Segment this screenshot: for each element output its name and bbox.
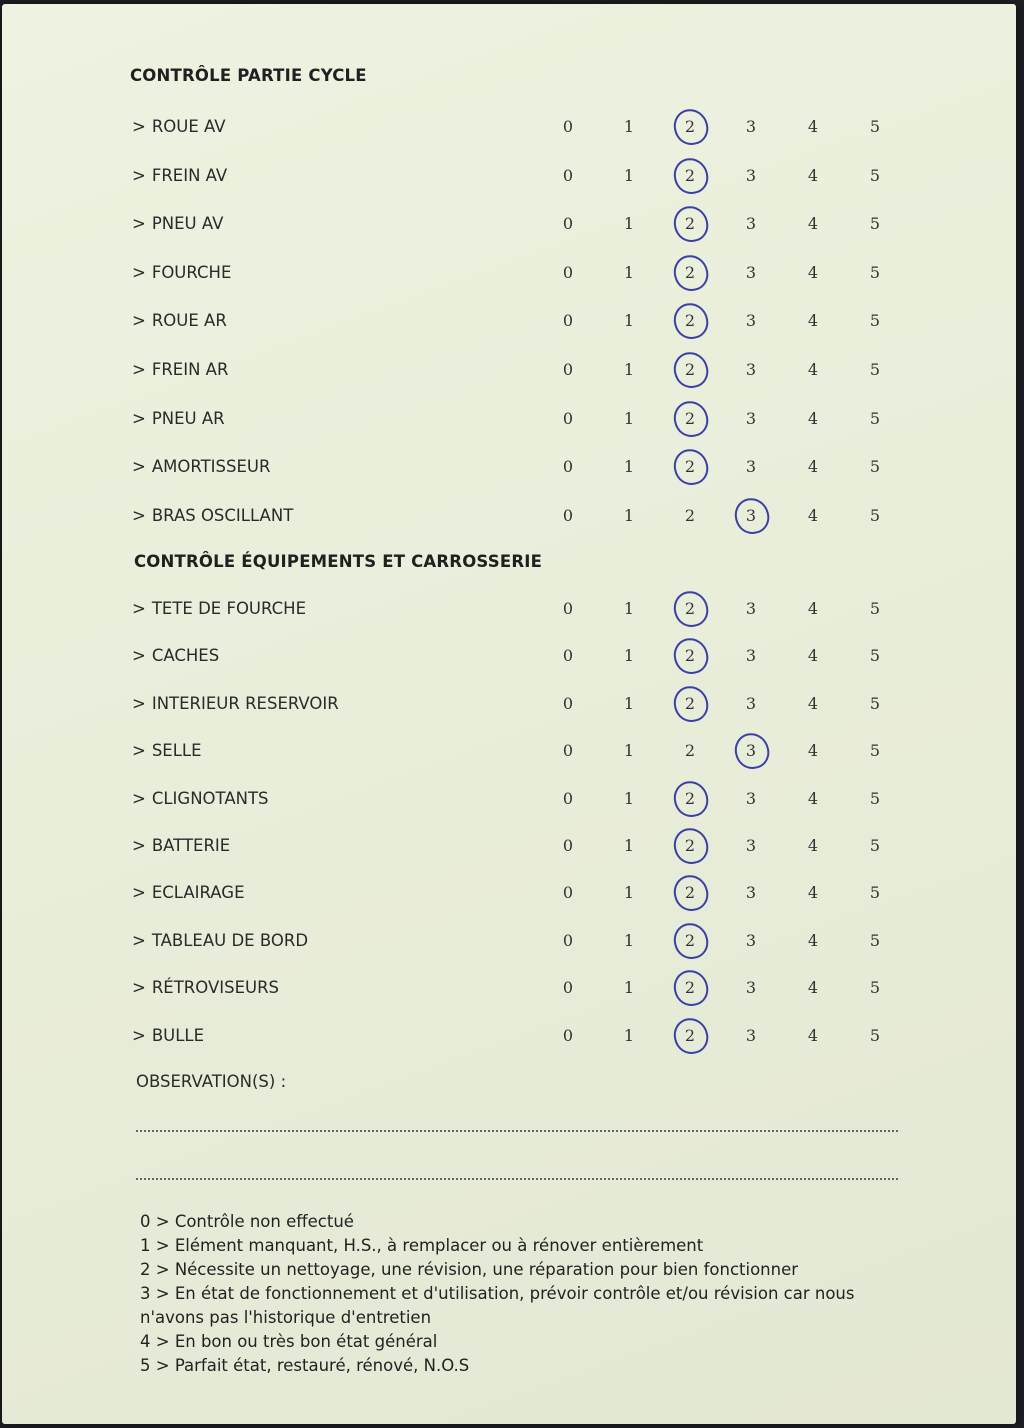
score-option[interactable]: 4 bbox=[807, 505, 819, 525]
score-option[interactable]: 4 bbox=[807, 457, 819, 477]
score-option[interactable]: 1 bbox=[623, 165, 635, 185]
score-option[interactable]: 0 bbox=[562, 883, 574, 903]
row-arrow: > bbox=[132, 693, 146, 713]
score-option-selected[interactable]: 2 bbox=[670, 883, 710, 902]
legend-item-4: 4 > En bon ou très bon état général bbox=[140, 1332, 438, 1351]
score-option[interactable]: 5 bbox=[869, 646, 881, 666]
row-arrow: > bbox=[132, 262, 146, 282]
score-option[interactable]: 1 bbox=[623, 457, 635, 477]
row-label-text: RÉTROVISEURS bbox=[151, 978, 280, 998]
checklist-row bbox=[2, 880, 1016, 910]
score-option[interactable]: 4 bbox=[807, 1025, 819, 1045]
row-label-text: CACHES bbox=[151, 646, 220, 666]
row-arrow: > bbox=[132, 836, 146, 855]
score-option-selected[interactable]: 2 bbox=[670, 789, 710, 808]
score-option[interactable]: 4 bbox=[807, 360, 819, 379]
score-option[interactable]: 0 bbox=[562, 599, 574, 618]
checklist-row bbox=[2, 163, 1016, 193]
score-option[interactable]: 5 bbox=[869, 408, 881, 428]
checklist-row bbox=[2, 928, 1016, 958]
checklist-row bbox=[2, 975, 1016, 1005]
score-option[interactable]: 4 bbox=[807, 883, 819, 903]
score-option[interactable]: 3 bbox=[745, 1025, 757, 1045]
score-option[interactable]: 5 bbox=[869, 978, 881, 998]
score-option[interactable]: 5 bbox=[869, 836, 881, 855]
score-option[interactable]: 5 bbox=[869, 693, 881, 713]
legend-item-2: 2 > Nécessite un nettoyage, une révision, une réparation pour bien fonctionner bbox=[140, 1260, 799, 1279]
score-option-selected[interactable]: 2 bbox=[670, 409, 710, 428]
score-option[interactable]: 0 bbox=[562, 262, 574, 282]
score-option[interactable]: 5 bbox=[869, 505, 881, 525]
checklist-row bbox=[2, 406, 1016, 436]
row-label bbox=[132, 166, 227, 185]
score-option[interactable]: 0 bbox=[562, 741, 574, 761]
score-option[interactable]: 0 bbox=[562, 505, 574, 525]
row-label bbox=[132, 883, 245, 902]
score-option-selected[interactable]: 2 bbox=[670, 263, 710, 282]
score-option[interactable]: 3 bbox=[745, 262, 757, 282]
score-option[interactable]: 4 bbox=[807, 117, 819, 136]
score-option[interactable]: 0 bbox=[562, 836, 574, 855]
score-option-selected[interactable]: 2 bbox=[670, 646, 710, 665]
score-option[interactable]: 1 bbox=[623, 883, 635, 903]
row-arrow: > bbox=[132, 930, 146, 950]
score-option[interactable]: 4 bbox=[807, 408, 819, 428]
score-option[interactable]: 3 bbox=[745, 360, 757, 379]
score-option[interactable]: 5 bbox=[869, 165, 881, 185]
checklist-row bbox=[2, 454, 1016, 484]
score-option-selected[interactable]: 2 bbox=[670, 311, 710, 330]
row-label bbox=[132, 741, 202, 760]
score-option[interactable]: 5 bbox=[869, 883, 881, 903]
score-option-selected[interactable]: 3 bbox=[731, 506, 771, 525]
checklist-row bbox=[2, 691, 1016, 721]
score-option[interactable]: 0 bbox=[562, 693, 574, 713]
score-option[interactable]: 4 bbox=[807, 788, 819, 808]
row-label bbox=[132, 599, 306, 618]
score-option[interactable]: 5 bbox=[869, 788, 881, 808]
row-label-text: INTERIEUR RESERVOIR bbox=[151, 693, 339, 713]
score-option[interactable]: 3 bbox=[745, 883, 757, 903]
score-option[interactable]: 3 bbox=[745, 165, 757, 185]
row-label-text: PNEU AR bbox=[151, 408, 225, 428]
score-option[interactable]: 3 bbox=[745, 836, 757, 855]
score-option[interactable]: 0 bbox=[562, 117, 574, 136]
row-arrow: > bbox=[132, 883, 146, 903]
score-option[interactable]: 1 bbox=[623, 262, 635, 282]
row-label bbox=[132, 694, 339, 713]
row-label bbox=[132, 311, 227, 330]
score-option[interactable]: 4 bbox=[807, 165, 819, 185]
score-option[interactable]: 0 bbox=[562, 311, 574, 331]
checklist-row bbox=[2, 738, 1016, 768]
row-label-text: BRAS OSCILLANT bbox=[151, 505, 294, 525]
row-arrow: > bbox=[132, 457, 146, 477]
score-option-selected[interactable]: 2 bbox=[670, 836, 710, 855]
score-option[interactable]: 0 bbox=[562, 978, 574, 998]
score-option[interactable]: 1 bbox=[623, 1025, 635, 1045]
score-option[interactable]: 1 bbox=[623, 360, 635, 379]
checklist-row bbox=[2, 643, 1016, 673]
score-option[interactable]: 1 bbox=[623, 978, 635, 998]
score-option[interactable]: 4 bbox=[807, 978, 819, 998]
score-option[interactable]: 1 bbox=[623, 117, 635, 136]
checklist-row bbox=[2, 260, 1016, 290]
score-option[interactable]: 1 bbox=[623, 836, 635, 855]
checklist-row bbox=[2, 308, 1016, 338]
score-option[interactable]: 5 bbox=[869, 360, 881, 379]
score-option[interactable]: 4 bbox=[807, 599, 819, 618]
score-option[interactable]: 3 bbox=[745, 978, 757, 998]
score-option-selected[interactable]: 2 bbox=[670, 117, 710, 136]
row-arrow: > bbox=[132, 599, 146, 618]
checklist-row bbox=[2, 786, 1016, 816]
row-label bbox=[132, 214, 223, 233]
score-option[interactable]: 3 bbox=[745, 117, 757, 136]
score-option[interactable]: 0 bbox=[562, 214, 574, 234]
row-label-text: AMORTISSEUR bbox=[151, 457, 271, 477]
inspection-sheet bbox=[2, 4, 1016, 1424]
score-option-selected[interactable]: 2 bbox=[670, 457, 710, 476]
score-option[interactable]: 5 bbox=[869, 311, 881, 331]
score-option[interactable]: 1 bbox=[623, 646, 635, 666]
row-label bbox=[132, 836, 230, 855]
score-option[interactable]: 4 bbox=[807, 214, 819, 234]
score-option[interactable]: 5 bbox=[869, 599, 881, 618]
row-label-text: PNEU AV bbox=[151, 214, 224, 234]
score-option-selected[interactable]: 2 bbox=[670, 599, 710, 618]
score-option-selected[interactable]: 2 bbox=[670, 214, 710, 233]
row-label bbox=[132, 978, 279, 997]
score-option[interactable]: 1 bbox=[623, 408, 635, 428]
score-option[interactable]: 5 bbox=[869, 262, 881, 282]
row-arrow: > bbox=[132, 117, 146, 136]
row-label-text: FOURCHE bbox=[151, 262, 232, 282]
score-option[interactable]: 3 bbox=[745, 457, 757, 477]
row-arrow: > bbox=[132, 165, 146, 185]
row-label-text: SELLE bbox=[151, 741, 202, 761]
score-option[interactable]: 2 bbox=[684, 505, 696, 525]
row-arrow: > bbox=[132, 408, 146, 428]
score-option[interactable]: 1 bbox=[623, 311, 635, 331]
legend bbox=[140, 1210, 900, 1378]
score-option[interactable]: 3 bbox=[745, 693, 757, 713]
score-option-selected[interactable]: 2 bbox=[670, 1026, 710, 1045]
row-label-text: TETE DE FOURCHE bbox=[151, 599, 307, 618]
row-label bbox=[132, 1026, 204, 1045]
score-option[interactable]: 0 bbox=[562, 646, 574, 666]
checklist-row bbox=[2, 211, 1016, 241]
score-option[interactable]: 4 bbox=[807, 741, 819, 761]
score-option[interactable]: 4 bbox=[807, 930, 819, 950]
checklist-row bbox=[2, 503, 1016, 533]
row-label-text: ROUE AV bbox=[151, 117, 226, 136]
score-option[interactable]: 0 bbox=[562, 788, 574, 808]
row-arrow: > bbox=[132, 1025, 146, 1045]
score-option-selected[interactable]: 2 bbox=[670, 694, 710, 713]
section-title-cycle: CONTRÔLE PARTIE CYCLE bbox=[130, 66, 367, 85]
score-option-selected[interactable]: 3 bbox=[731, 741, 771, 760]
checklist-row bbox=[2, 114, 1016, 144]
legend-item-5: 5 > Parfait état, restauré, rénové, N.O.S bbox=[140, 1356, 470, 1375]
row-label-text: TABLEAU DE BORD bbox=[151, 930, 309, 950]
score-option[interactable]: 3 bbox=[745, 214, 757, 234]
score-option[interactable]: 3 bbox=[745, 788, 757, 808]
score-option[interactable]: 1 bbox=[623, 214, 635, 234]
score-option[interactable]: 5 bbox=[869, 930, 881, 950]
score-option[interactable]: 1 bbox=[623, 505, 635, 525]
score-option[interactable]: 3 bbox=[745, 311, 757, 331]
score-option-selected[interactable]: 2 bbox=[670, 360, 710, 379]
checklist-row bbox=[2, 357, 1016, 387]
row-label-text: ECLAIRAGE bbox=[151, 883, 245, 903]
score-option[interactable]: 4 bbox=[807, 836, 819, 855]
row-label bbox=[132, 789, 269, 808]
score-option[interactable]: 0 bbox=[562, 360, 574, 379]
row-arrow: > bbox=[132, 741, 146, 761]
row-label-text: FREIN AV bbox=[151, 165, 228, 185]
row-arrow: > bbox=[132, 978, 146, 998]
checklist-row bbox=[2, 1023, 1016, 1053]
row-arrow: > bbox=[132, 311, 146, 331]
row-label bbox=[132, 931, 308, 950]
score-option[interactable]: 0 bbox=[562, 930, 574, 950]
observation-line-1[interactable] bbox=[136, 1130, 898, 1132]
score-option[interactable]: 1 bbox=[623, 788, 635, 808]
score-option[interactable]: 3 bbox=[745, 408, 757, 428]
score-option[interactable]: 5 bbox=[869, 214, 881, 234]
row-label bbox=[132, 646, 219, 665]
score-option[interactable]: 2 bbox=[684, 741, 696, 761]
score-option[interactable]: 3 bbox=[745, 646, 757, 666]
score-option-selected[interactable]: 2 bbox=[670, 166, 710, 185]
score-option[interactable]: 4 bbox=[807, 311, 819, 331]
row-arrow: > bbox=[132, 646, 146, 666]
score-option[interactable]: 4 bbox=[807, 646, 819, 666]
legend-item-0: 0 > Contrôle non effectué bbox=[140, 1212, 354, 1231]
row-label-text: BULLE bbox=[151, 1025, 205, 1045]
row-label-text: ROUE AR bbox=[151, 311, 227, 331]
row-label bbox=[132, 117, 226, 136]
score-option[interactable]: 3 bbox=[745, 930, 757, 950]
legend-item-3: 3 > En état de fonctionnement et d'utilisation, prévoir contrôle et/ou révision car nous n'avons pas l'historique d'entretien bbox=[140, 1284, 855, 1327]
row-label-text: BATTERIE bbox=[151, 836, 231, 855]
row-arrow: > bbox=[132, 214, 146, 234]
score-option[interactable]: 1 bbox=[623, 693, 635, 713]
observations-label: OBSERVATION(S) : bbox=[136, 1072, 287, 1091]
row-arrow: > bbox=[132, 505, 146, 525]
score-option[interactable]: 0 bbox=[562, 408, 574, 428]
row-arrow: > bbox=[132, 788, 146, 808]
score-option-selected[interactable]: 2 bbox=[670, 978, 710, 997]
checklist-row bbox=[2, 596, 1016, 626]
score-option[interactable]: 1 bbox=[623, 599, 635, 618]
score-option[interactable]: 0 bbox=[562, 457, 574, 477]
observation-line-2[interactable] bbox=[136, 1178, 898, 1180]
legend-item-1: 1 > Elément manquant, H.S., à remplacer ou à rénover entièrement bbox=[140, 1236, 704, 1255]
row-label bbox=[132, 263, 231, 282]
score-option[interactable]: 5 bbox=[869, 457, 881, 477]
score-option[interactable]: 0 bbox=[562, 1025, 574, 1045]
score-option[interactable]: 1 bbox=[623, 930, 635, 950]
section-title-equipment: CONTRÔLE ÉQUIPEMENTS ET CARROSSERIE bbox=[134, 552, 543, 571]
row-label bbox=[132, 409, 225, 428]
score-option[interactable]: 5 bbox=[869, 741, 881, 761]
row-label-text: FREIN AR bbox=[151, 360, 229, 379]
score-option[interactable]: 5 bbox=[869, 1025, 881, 1045]
score-option[interactable]: 4 bbox=[807, 262, 819, 282]
row-arrow: > bbox=[132, 360, 146, 379]
score-option-selected[interactable]: 2 bbox=[670, 931, 710, 950]
row-label bbox=[132, 506, 293, 525]
score-option[interactable]: 0 bbox=[562, 165, 574, 185]
score-option[interactable]: 1 bbox=[623, 741, 635, 761]
score-option[interactable]: 5 bbox=[869, 117, 881, 136]
row-label bbox=[132, 360, 228, 379]
row-label-text: CLIGNOTANTS bbox=[151, 788, 269, 808]
score-option[interactable]: 3 bbox=[745, 599, 757, 618]
checklist-row bbox=[2, 833, 1016, 863]
score-option[interactable]: 4 bbox=[807, 693, 819, 713]
row-label bbox=[132, 457, 270, 476]
